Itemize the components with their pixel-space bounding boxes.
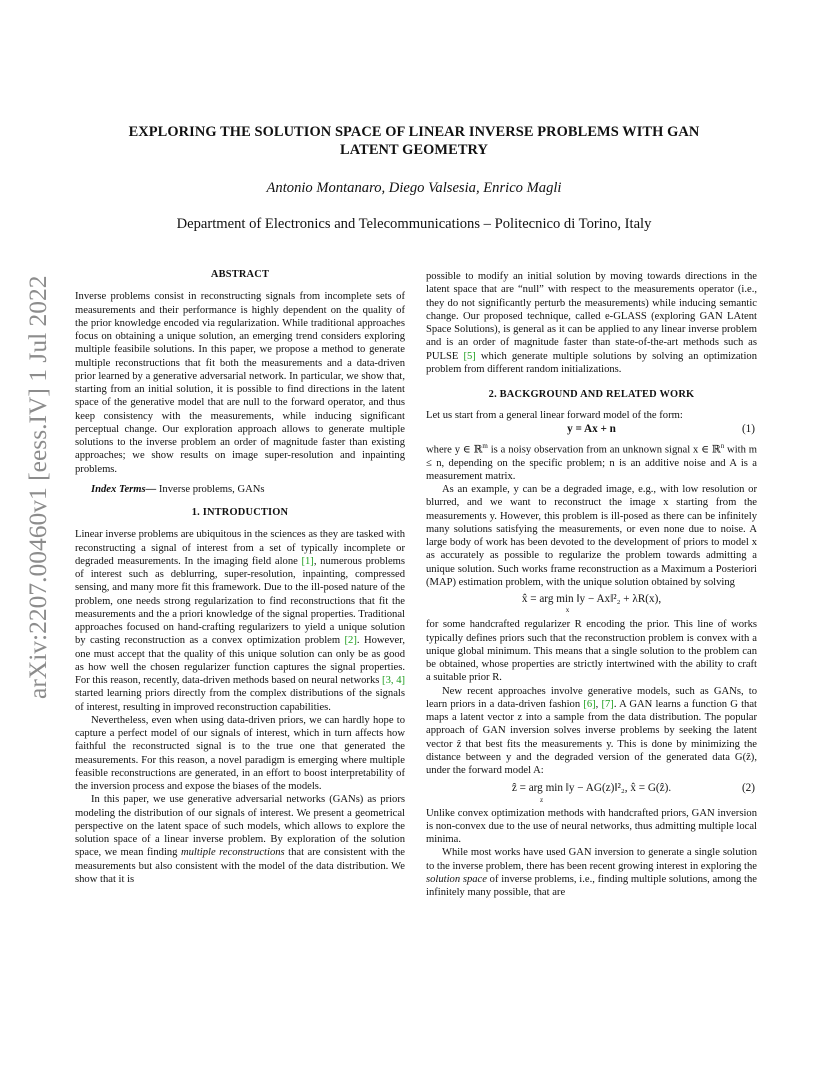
- intro-p1-text-b: , numerous problems of interest such as deblurring, super-resolution, inpainting, compressed sensing, and many more fit this framework. Due to the ill-posed nature of the problem, one needs strong regularization to find reconstructions that fit the measurements and the a priori knowledge of the signal properties. Traditional approaches focused on hand-crafting regularizers to yield a unique solution by casting reconstruction as a convex optimization problem: [75, 555, 406, 647]
- equation-2-subscript: z: [539, 795, 544, 804]
- arxiv-identifier-stamp: [4, 250, 56, 700]
- index-terms-label: Index Terms—: [91, 483, 157, 495]
- index-terms: [75, 483, 405, 496]
- intro-p3-emphasis: multiple reconstructions: [180, 847, 285, 859]
- bg-p6-emphasis: solution space: [426, 873, 487, 885]
- citation-4-link[interactable]: 4]: [396, 675, 406, 686]
- equation-map: [426, 593, 757, 614]
- equation-2: [426, 782, 757, 803]
- index-terms-values: Inverse problems, GANs: [156, 483, 265, 495]
- section-2-heading: 2. BACKGROUND AND RELATED WORK: [488, 389, 695, 400]
- equation-2-body: ẑ = arg min ‖y − AG(z)‖²₂, x̂ = G(ẑ).: [511, 782, 672, 795]
- citation-6-link[interactable]: [6]: [583, 698, 596, 710]
- paper-title-line-2: LATENT GEOMETRY: [340, 142, 488, 158]
- bg-p4-text-a: New recent approaches involve generative models, such as GANs, to learn priors in a data-driven fashion: [426, 685, 757, 710]
- intro-paragraph-3-continued: [426, 270, 757, 376]
- intro-paragraph-2: Nevertheless, even when using data-driven priors, we can hardly hope to capture a perfect model of our signals of interest, which in turn affects how faithful the reconstructed signal is to the true one that generated the measurements. For this reason, a novel paradigm is emerging where multiple feasible reconstructions are generated, in an effort to boost interpretability of the inversion process and expose the biases of the models.: [75, 714, 405, 792]
- right-p1-text-b: which generate multiple solutions by solving an optimization problem from different random initializations.: [426, 350, 758, 375]
- equation-2-number: (2): [741, 782, 755, 795]
- right-p1-text-a: possible to modify an initial solution by moving towards directions in the latent space that are “null” with respect to the measurements operator (i.e., they do not significantly perturb the measurements) while inducing semantic change. Our proposed technique, called e-GLASS (exploring GAN LAtent Space Solutions), is general as it can be applied to any linear inverse problem and is an order of magnitude faster than state-of-the-art methods such as PULSE: [426, 271, 757, 362]
- left-column: [75, 268, 405, 886]
- intro-p3-text-b: that are consistent with the measurements but also consistent with the model of the data distribution. We show that it is: [75, 847, 405, 885]
- background-paragraph-5: Unlike convex optimization methods with handcrafted priors, GAN inversion is non-convex due to the use of neural networks, thus admitting multiple local minima.: [426, 807, 757, 846]
- bg-p4-text-b: . A GAN learns a function G that maps a latent vector z into a sample from the data distribution. The popular approach of GAN inversion solves inverse problems by seeking the latent vector ẑ that best fits the measurements y. This is done by minimizing the distance between y and the degraded version of the generated data G(ẑ), under the forward model A:: [426, 698, 757, 777]
- where-sup-m: m: [482, 441, 488, 450]
- intro-paragraph-3: [75, 793, 405, 886]
- abstract-heading: ABSTRACT: [210, 269, 270, 280]
- equation-1-body: y = Ax + n: [567, 422, 616, 435]
- bg-p6-text-b: of inverse problems, i.e., finding multiple solutions, among the infinitely many possible, that are: [426, 873, 757, 899]
- intro-p1-text-a: Linear inverse problems are ubiquitous in the sciences as they are tasked with reconstructing a signal of interest from a set of typically incomplete or degraded measurements. In the imaging field alone: [75, 529, 405, 567]
- background-paragraph-3: for some handcrafted regularizer R encoding the prior. This line of works typically defines priors such that the reconstruction problem is convex with a unique global minimum. This means that a single solution to the problem can be obtained, whose properties are strictly intertwined with the ability to craft a suitable prior R.: [426, 619, 757, 684]
- background-paragraph-2: As an example, y can be a degraded image, e.g., with low resolution or blurred, and we want to reconstruct the image x starting from the measurements y. However, this problem is ill-posed as there can be infinitely many solutions satisfying the measurements, or even none due to noise. A large body of work has been devoted to the development of priors to model x as accurately as possible to regularize the problem towards admitting a unique solution. Such works frame reconstruction as a Maximum a Posteriori (MAP) estimation problem, with the unique solution obtained by solving: [426, 484, 757, 588]
- right-column: [426, 270, 757, 899]
- citation-2-link[interactable]: [2]: [344, 635, 357, 647]
- citation-5-link[interactable]: [5]: [463, 350, 476, 362]
- intro-p1-text-c: . However, one must accept that the quality of this unique solution can only be as good as how well the chosen regularizer function captures the signal properties. For this reason, recently, data-driven methods based on neural networks: [75, 635, 405, 686]
- section-1-heading: 1. INTRODUCTION: [191, 507, 289, 518]
- citation-3-link[interactable]: [3,: [382, 675, 394, 686]
- paper-title: [40, 123, 788, 159]
- author-list: Antonio Montanaro, Diego Valsesia, Enrico Magli: [266, 180, 562, 196]
- background-where-clause: [426, 440, 757, 483]
- paper-title-line-1: EXPLORING THE SOLUTION SPACE OF LINEAR INVERSE PROBLEMS WITH GAN: [128, 124, 700, 140]
- equation-map-body: x̂ = arg min ‖y − Ax‖²₂ + λR(x),: [521, 593, 662, 606]
- where-text-c: with m ≤ n, depending on the specific problem; n is an additive noise and A is a measurement matrix.: [426, 444, 757, 482]
- affiliation: Department of Electronics and Telecommunications – Politecnico di Torino, Italy: [176, 216, 652, 232]
- abstract-body: Inverse problems consist in reconstructing signals from incomplete sets of measurements and their performance is highly dependent on the quality of the prior knowledge encoded via regularization. While traditional approaches focus on obtaining a unique solution, an emerging trend considers exploring multiple feasibile solutions. In this paper, we propose a method to generate multiple reconstructions that fit both the measurements and a data-driven prior learned by a generative adversarial network. In particular, we show that, starting from an initial solution, it is possible to find directions in the latent space of the generative model that are null to the forward operator, and thus keep consistency with the measurements, while inducing significant perceptual change. Our exploration approach allows to generate multiple solutions to the inverse problem an order of magnitude faster than existing approaches; we show results on image super-resolution and inpainting problems.: [75, 291, 405, 475]
- where-sup-n: n: [720, 441, 725, 450]
- arxiv-identifier: arXiv:2207.00460v1 [eess.IV] 1 Jul 2022: [23, 275, 52, 699]
- citation-7-link[interactable]: [7]: [601, 698, 614, 710]
- equation-1-number: (1): [741, 422, 755, 435]
- equation-1: [426, 423, 757, 436]
- intro-paragraph-1: [75, 528, 405, 714]
- bg-p6-text-a: While most works have used GAN inversion to generate a single solution to the inverse problem, there has been recent growing interest in exploring the: [426, 847, 757, 872]
- citation-1-link[interactable]: [1]: [301, 555, 314, 567]
- where-text-b: is a noisy observation from an unknown signal x ∈ ℝ: [487, 444, 721, 456]
- background-paragraph-4: New recent approaches involve generative models, such as GANs, to learn priors in a data-driven fashion [6], [7]. A GAN learns a function G that maps a latent vector z into a sample from the data distribution. The popular approach of GAN inversion solves inverse problems by seeking the latent vector ẑ that best fits the measurements y. This is done by minimizing the distance between y and the degraded version of the generated data G(ẑ), under the forward model A:: [426, 685, 757, 777]
- where-text-a: where y ∈ ℝ: [426, 444, 483, 456]
- equation-map-subscript: x: [565, 606, 570, 615]
- intro-p1-text-d: started learning priors directly from the complex distributions of the signals of interest, resulting in improved reconstruction capabilities.: [75, 688, 405, 713]
- background-paragraph-6: [426, 846, 757, 899]
- intro-p3-text-a: In this paper, we use generative adversarial networks (GANs) as priors modeling the distribution of our signals of interest. We present a geometrical perspective on the latent space of such models, which allows to explore the solution space of a linear inverse problem. By exploration of the solution space, we mean finding: [75, 794, 405, 859]
- background-paragraph-1: Let us start from a general linear forward model of the form:: [426, 410, 683, 422]
